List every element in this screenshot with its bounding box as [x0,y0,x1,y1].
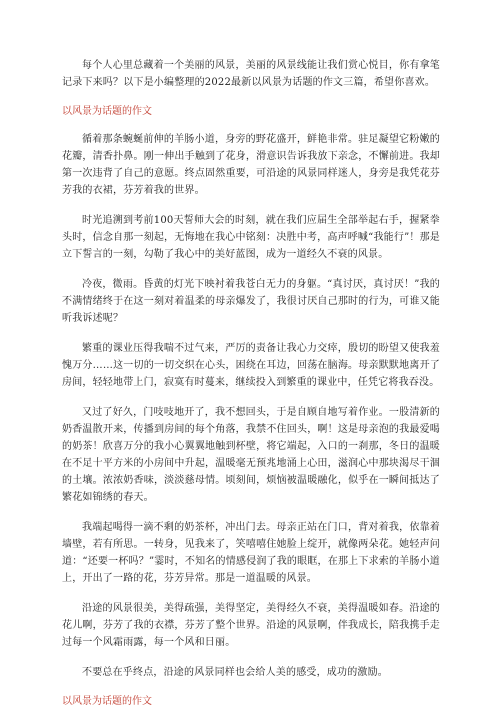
body-paragraph: 冷夜，微雨。昏黄的灯光下映衬着我苍白无力的身躯。“真讨厌，真讨厌！”我的不满情绪终于在这一刻对着温柔的母亲爆发了，我很讨厌自己那时的行为，可谁又能听我诉述呢？ [62,279,440,324]
body-paragraph: 时光追溯到考前100天誓师大会的时刻，就在我们应届生全部举起右手，握紧拳头时，信念自那一刻起，无悔地在我心中铭刻：决胜中考，高声呼喊“我能行”！那是立下誓言的一刻，勾勒了我心中的美好蓝图，成为一道经久不衰的风景。 [62,215,440,260]
body-paragraph: 又过了好久，门吱吱地开了，我不想回头，于是自顾自地写着作业。一股清新的奶香温散开来，传播到房间的每个角落，我禁不住回头，啊！这是母亲泡的我最爱喝的奶茶！欣喜万分的我小心翼翼地触到杯壁，将它端起，入口的一刹那，冬日的温暖在不足十平方米的小房间中升起，温暖毫无预兆地涌上心田，滋润心中那块渴尽干涸的土壤。浓浓奶香味，淡淡慈母情。顷刻间，烦恼被温暖融化，似乎在一瞬间抵达了繁花如锦绣的春天。 [62,407,440,503]
body-paragraph: 我端起喝得一滴不剩的奶茶杯，冲出门去。母亲正站在门口，背对着我，依靠着墙壁，若有所思。一转身，见我来了，笑嘻嘻住她脸上绽开，就像两朵花。她轻声问道：“还要一杯吗？”霎时，不知名的情感侵润了我的眼眶，在那上下求索的羊肠小道上，开出了一路的花，芬芳异常。那是一道温暖的风景。 [62,522,440,584]
body-paragraph: 不要总在乎终点，沿途的风景同样也会给人美的感受，成功的激励。 [82,667,388,678]
section-title: 以风景为话题的作文 [62,696,152,707]
body-paragraph: 循着那条蜿蜒前伸的羊肠小道，身旁的野花盛开，鲜艳非常。驻足凝望它粉嫩的花瓣，清香扑鼻。刚一伸出手触到了花身，滑意识告诉我放下亲念，不懈前进。我却第一次违背了自己的意愿。终点固然重要，可沿途的风景同样迷人，身旁是我凭花芬芳我的衣裙，芬芳着我的世界。 [62,134,440,196]
body-paragraph: 繁重的课业压得我喘不过气来，严厉的责备让我心力交瘁，殷切的盼望又使我羞愧万分……这一切的一切交织在心头，困绕在耳边，回荡在脑海。母亲默默地离开了房间，轻轻地带上门，寂寞有时蔓来，继续投入到繁重的课业中，任凭它将我吞没。 [62,343,440,388]
body-paragraph: 沿途的风景很美，美得疏强，美得坚定，美得经久不衰，美得温暖如春。沿途的花儿啊，芬芳了我的衣襟，芬芳了整个世界。沿途的风景啊，伴我成长，陪我携手走过每一个风霜雨露，每一个风和日丽。 [62,603,440,648]
section-title: 以风景为话题的作文 [62,106,152,117]
intro-paragraph: 每个人心里总藏着一个美丽的风景，美丽的风景线能让我们赏心悦目，你有拿笔记录下来吗？以下是小编整理的2022最新以风景为话题的作文三篇，希望你喜欢。 [62,60,440,88]
document-body [62,57,440,721]
